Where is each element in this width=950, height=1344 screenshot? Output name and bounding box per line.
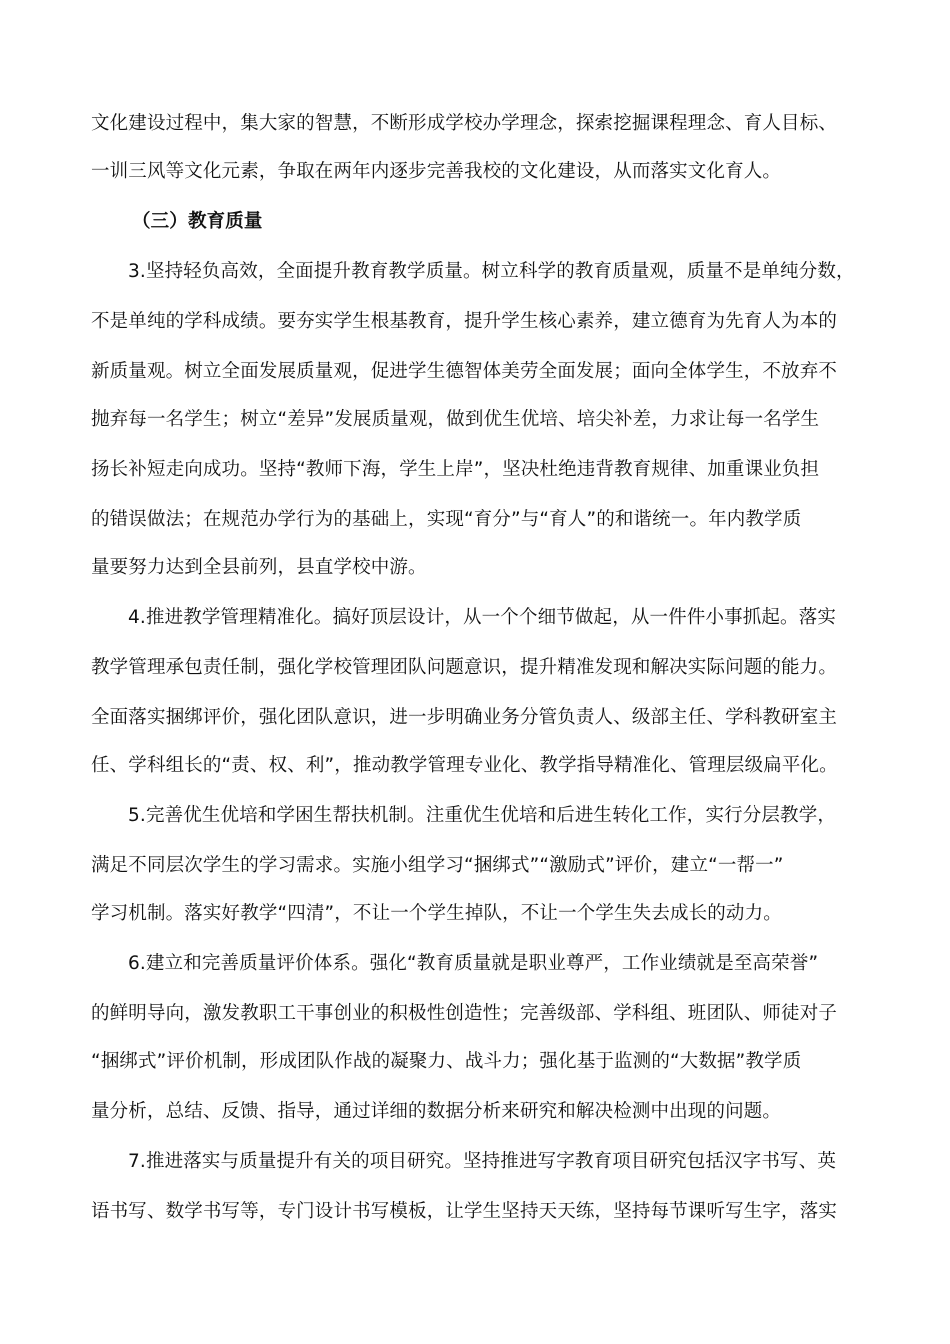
text-line: 4.推进教学管理精准化。搞好顶层设计，从一个个细节做起，从一件件小事抓起。落实 <box>128 607 837 628</box>
text-line: 新质量观。树立全面发展质量观，促进学生德智体美劳全面发展；面向全体学生，不放弃不 <box>91 361 838 382</box>
text-line: 7.推进落实与质量提升有关的项目研究。坚持推进写字教育项目研究包括汉字书写、英 <box>128 1151 837 1172</box>
text-line: 文化建设过程中，集大家的智慧，不断形成学校办学理念，探索挖掘课程理念、育人目标、 <box>91 113 838 134</box>
text-line: 教学管理承包责任制，强化学校管理团队问题意识，提升精准发现和解决实际问题的能力。 <box>91 657 838 678</box>
text-line: 的鲜明导向，激发教职工干事创业的积极性创造性；完善级部、学科组、班团队、师徒对子 <box>91 1003 838 1024</box>
text-line: 5.完善优生优培和学困生帮扶机制。注重优生优培和后进生转化工作，实行分层教学， <box>128 805 837 826</box>
text-line: 不是单纯的学科成绩。要夯实学生根基教育，提升学生核心素养，建立德育为先育人为本的 <box>91 311 838 332</box>
text-line: 量要努力达到全县前列，县直学校中游。 <box>91 557 427 578</box>
text-line: 满足不同层次学生的学习需求。实施小组学习“捆绑式”“激励式”评价，建立“一帮一” <box>91 855 784 876</box>
text-line: 3.坚持轻负高效，全面提升教育教学质量。树立科学的教育质量观，质量不是单纯分数， <box>128 261 855 282</box>
text-line: 的错误做法；在规范办学行为的基础上，实现“育分”与“育人”的和谐统一。年内教学质 <box>91 509 802 530</box>
text-line: 任、学科组长的“责、权、利”，推动教学管理专业化、教学指导精准化、管理层级扁平化。 <box>91 755 838 776</box>
text-line: 扬长补短走向成功。坚持“教师下海，学生上岸”，坚决杜绝违背教育规律、加重课业负担 <box>91 459 820 480</box>
text-line: 一训三风等文化元素，争取在两年内逐步完善我校的文化建设，从而落实文化育人。 <box>91 161 782 182</box>
text-line: 语书写、数学书写等，专门设计书写模板，让学生坚持天天练，坚持每节课听写生字，落实 <box>91 1201 838 1222</box>
text-line: 学习机制。落实好教学“四清”，不让一个学生掉队，不让一个学生失去成长的动力。 <box>91 903 782 924</box>
text-line: “捆绑式”评价机制，形成团队作战的凝聚力、战斗力；强化基于监测的“大数据”教学质 <box>91 1051 802 1072</box>
text-line: 抛弃每一名学生；树立“差异”发展质量观，做到优生优培、培尖补差，力求让每一名学生 <box>91 409 820 430</box>
text-line: 全面落实捆绑评价，强化团队意识，进一步明确业务分管负责人、级部主任、学科教研室主 <box>91 707 838 728</box>
section-heading: （三）教育质量 <box>132 211 263 232</box>
text-line: 量分析，总结、反馈、指导，通过详细的数据分析来研究和解决检测中出现的问题。 <box>91 1101 782 1122</box>
text-line: 6.建立和完善质量评价体系。强化“教育质量就是职业尊严，工作业绩就是至高荣誉” <box>128 953 819 974</box>
